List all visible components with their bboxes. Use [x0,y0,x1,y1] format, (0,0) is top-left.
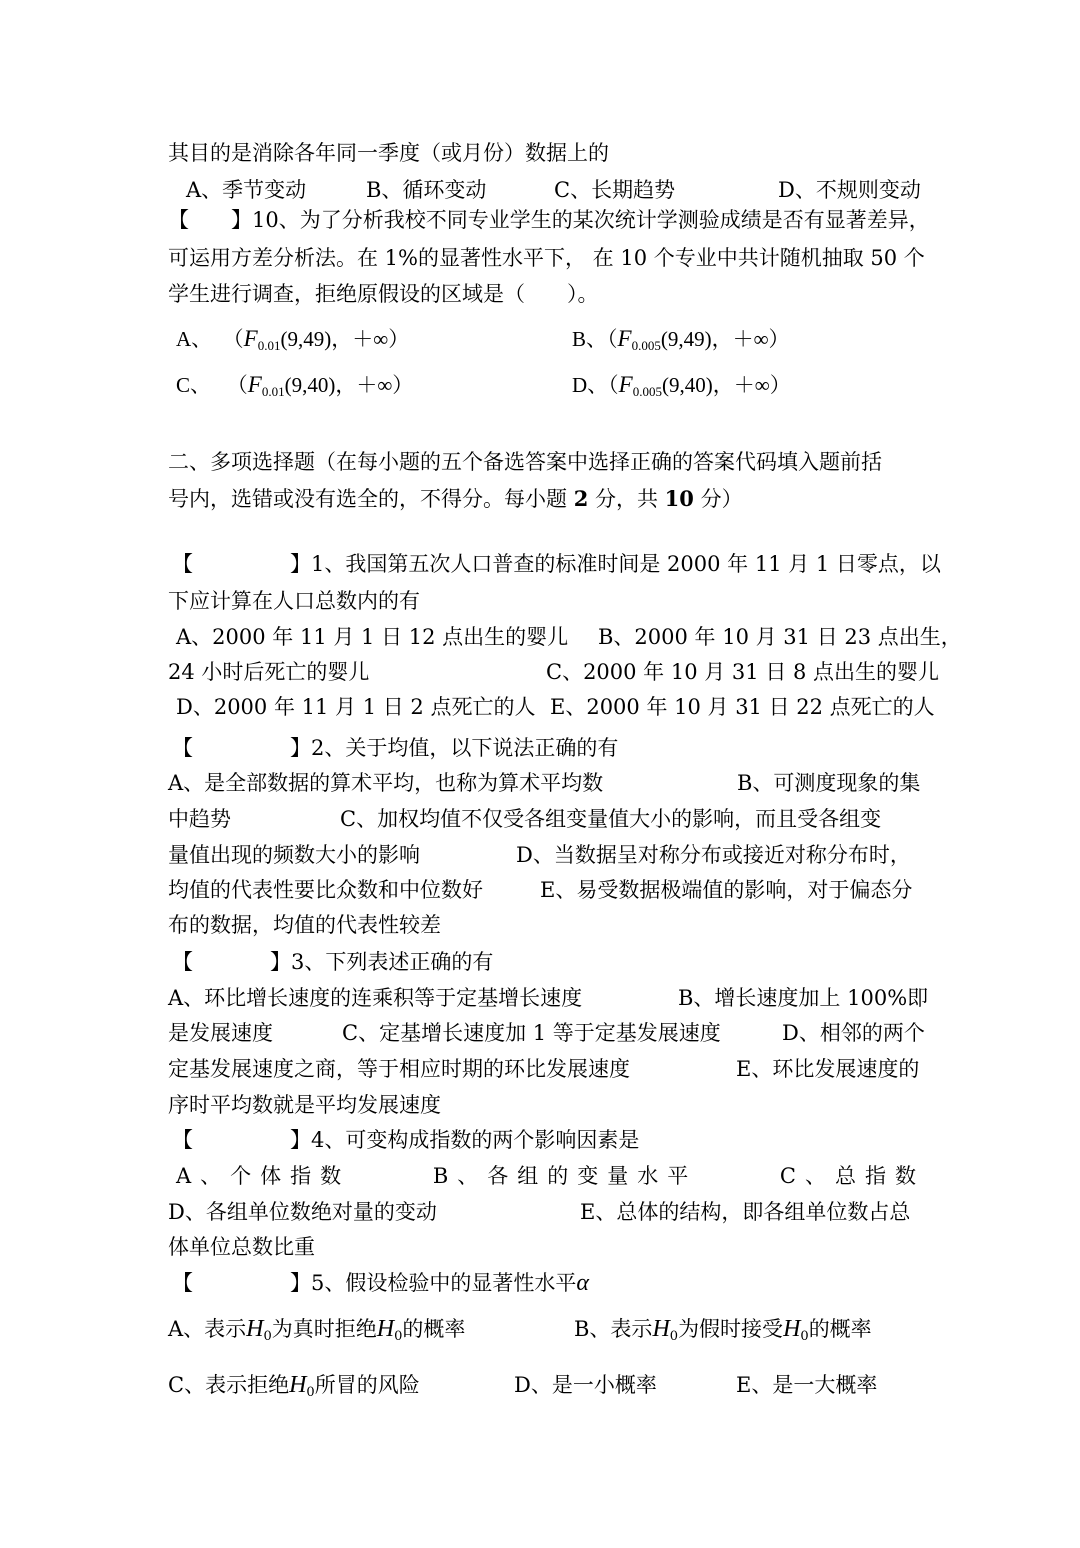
q9-option-b: B、循环变动 [366,178,487,202]
q9-option-a: A、季节变动 [186,178,307,202]
m1-line1 [290,549,941,579]
h-symbol: H [652,1316,670,1342]
interval-tail: ，＋∞） [331,327,410,351]
m5-option-a [168,1314,465,1352]
m5-text: B、表示 [574,1317,653,1341]
m4-option-a: A、个体指数 [176,1164,351,1188]
q10-option-b [572,324,790,361]
h-sub: 0 [800,1329,809,1344]
answer-bracket-close: 】 [270,950,291,974]
m1-option-a: A、2000 年 11 月 1 日 12 点出生的婴儿 [176,625,569,649]
q10-text-1: 10、为了分析我校不同专业学生的某次统计学测验成绩是否有显著差异， [252,208,930,232]
m1-option-b-cont: 24 小时后死亡的婴儿 [168,660,370,684]
answer-bracket-open: 【 [172,736,193,760]
q10-line3: 学生进行调查，拒绝原假设的区域是（ ）。 [168,282,599,306]
intro-line: 其目的是消除各年同一季度（或月份）数据上的 [168,141,609,165]
m4-option-b: B、各组的变量水平 [432,1164,698,1188]
m1-option-d: D、2000 年 11 月 1 日 2 点死亡的人 [176,695,536,719]
option-label: B、（ [572,327,618,351]
option-label: C、 [176,373,212,397]
m4-text: 4、可变构成指数的两个影响因素是 [311,1128,640,1152]
m2-option-e-cont: 布的数据，均值的代表性较差 [168,913,441,937]
m5-text: 5、假设检验中的显著性水平 [311,1271,577,1295]
points-total: 10 [664,486,694,511]
answer-bracket-open: 【 [172,552,193,576]
m1-option-b: B、2000 年 10 月 31 日 23 点出生， [598,625,962,649]
interval-tail: ，＋∞） [712,373,791,397]
f-args: (9,49) [280,327,332,351]
f-args: (9,40) [284,373,336,397]
m5-text: 的概率 [402,1317,466,1341]
f-sub: 0.01 [257,338,281,353]
q9-option-d: D、不规则变动 [778,178,921,202]
m1-option-c: C、2000 年 10 月 31 日 8 点出生的婴儿 [546,660,940,684]
m2-option-d-cont: 均值的代表性要比众数和中位数好 [168,878,483,902]
m5-text: A、表示 [168,1317,247,1341]
answer-bracket-close: 】 [290,552,311,576]
f-sub: 0.005 [632,384,662,399]
m3-title [270,947,493,977]
f-symbol: F [247,372,262,397]
m3-option-a: A、环比增长速度的连乘积等于定基增长速度 [168,986,583,1010]
answer-bracket-close: 】 [290,736,311,760]
answer-bracket: 【 】 [168,208,252,232]
m4-option-d: D、各组单位数绝对量的变动 [168,1200,437,1224]
f-sub: 0.005 [631,338,661,353]
h-symbol: H [246,1316,264,1342]
f-symbol: F [617,326,632,351]
option-label: A、 [176,327,213,351]
m1-line2: 下应计算在人口总数内的有 [168,589,420,613]
f-args: (9,49) [660,327,712,351]
m2-option-b: B、可测度现象的集 [737,771,921,795]
q9-option-c: C、长期趋势 [554,178,676,202]
m4-options-row [176,1161,925,1191]
section2-text: 分） [693,487,743,511]
m2-title [290,733,618,763]
section2-text: 号内，选错或没有选全的，不得分。每小题 [168,487,574,511]
q10-option-a [176,324,409,361]
answer-bracket-close: 】 [290,1271,311,1295]
h-sub: 0 [669,1329,679,1344]
option-label: D、（ [572,373,619,397]
f-symbol: F [243,326,258,351]
m1-text: 1、我国第五次人口普查的标准时间是 2000 年 11 月 1 日零点，以 [311,552,941,576]
m3-option-c: C、定基增长速度加 1 等于定基发展速度 [342,1021,721,1045]
m3-option-b: B、增长速度加上 100%即 [678,986,929,1010]
m4-option-c: C、总指数 [779,1164,925,1188]
m3-option-d: D、相邻的两个 [782,1021,925,1045]
m5-text: C、表示拒绝 [168,1373,290,1397]
m5-text: 所冒的风险 [314,1373,420,1397]
answer-bracket-open: 【 [172,1128,193,1152]
m5-option-b [574,1314,872,1352]
m2-text: 2、关于均值，以下说法正确的有 [311,736,619,760]
m2-option-a: A、是全部数据的算术平均，也称为算术平均数 [168,771,604,795]
section2-line2 [168,484,743,514]
m2-option-c: C、加权均值不仅受各组变量值大小的影响，而且受各组变 [340,807,882,831]
m3-option-b-cont: 是发展速度 [168,1021,273,1045]
m2-option-c-cont: 量值出现的频数大小的影响 [168,843,420,867]
answer-bracket-open: 【 [172,950,193,974]
interval-tail: ，＋∞） [711,327,790,351]
q10-line2: 可运用方差分析法。在 1%的显著性水平下， 在 10 个专业中共计随机抽取 50 个 [168,246,925,270]
h-symbol: H [783,1316,801,1342]
paren: （ [222,327,244,351]
f-args: (9,40) [661,373,713,397]
m5-option-d: D、是一小概率 [514,1373,657,1397]
m5-text: 为真时拒绝 [271,1317,377,1341]
f-symbol: F [618,372,633,397]
m5-text: 为假时接受 [678,1317,784,1341]
q10-line1 [168,205,930,235]
m5-title [290,1268,589,1298]
m5-option-e: E、是一大概率 [736,1373,878,1397]
m4-title [290,1125,639,1155]
m2-option-e: E、易受数据极端值的影响，对于偏态分 [540,878,913,902]
section2-text: 分，共 [588,487,665,511]
m3-option-d-cont: 定基发展速度之商，等于相应时期的环比发展速度 [168,1057,630,1081]
q10-option-c [176,370,413,407]
m5-option-c [168,1370,420,1408]
points-each: 2 [573,486,589,511]
m2-option-b-cont: 中趋势 [168,807,231,831]
section2-line1: 二、多项选择题（在每小题的五个备选答案中选择正确的答案代码填入题前括 [168,450,882,474]
q10-option-d [572,370,791,407]
m1-option-e: E、2000 年 10 月 31 日 22 点死亡的人 [550,695,935,719]
answer-bracket-close: 】 [290,1128,311,1152]
m3-text: 3、下列表述正确的有 [291,950,494,974]
m4-option-e: E、总体的结构，即各组单位数占总 [580,1200,911,1224]
m3-option-e-cont: 序时平均数就是平均发展速度 [168,1093,441,1117]
h-sub: 0 [306,1385,315,1400]
h-symbol: H [376,1316,395,1342]
m4-option-e-cont: 体单位总数比重 [168,1235,315,1259]
alpha-symbol: α [576,1270,589,1296]
paren: （ [226,373,248,397]
m3-option-e: E、环比发展速度的 [736,1057,920,1081]
m2-option-d: D、当数据呈对称分布或接近对称分布时， [516,843,911,867]
answer-bracket-open: 【 [172,1271,193,1295]
m5-text: 的概率 [808,1317,872,1341]
h-sub: 0 [263,1329,272,1344]
f-sub: 0.01 [261,384,285,399]
h-symbol: H [289,1372,307,1398]
interval-tail: ，＋∞） [335,373,414,397]
h-sub: 0 [394,1329,403,1344]
